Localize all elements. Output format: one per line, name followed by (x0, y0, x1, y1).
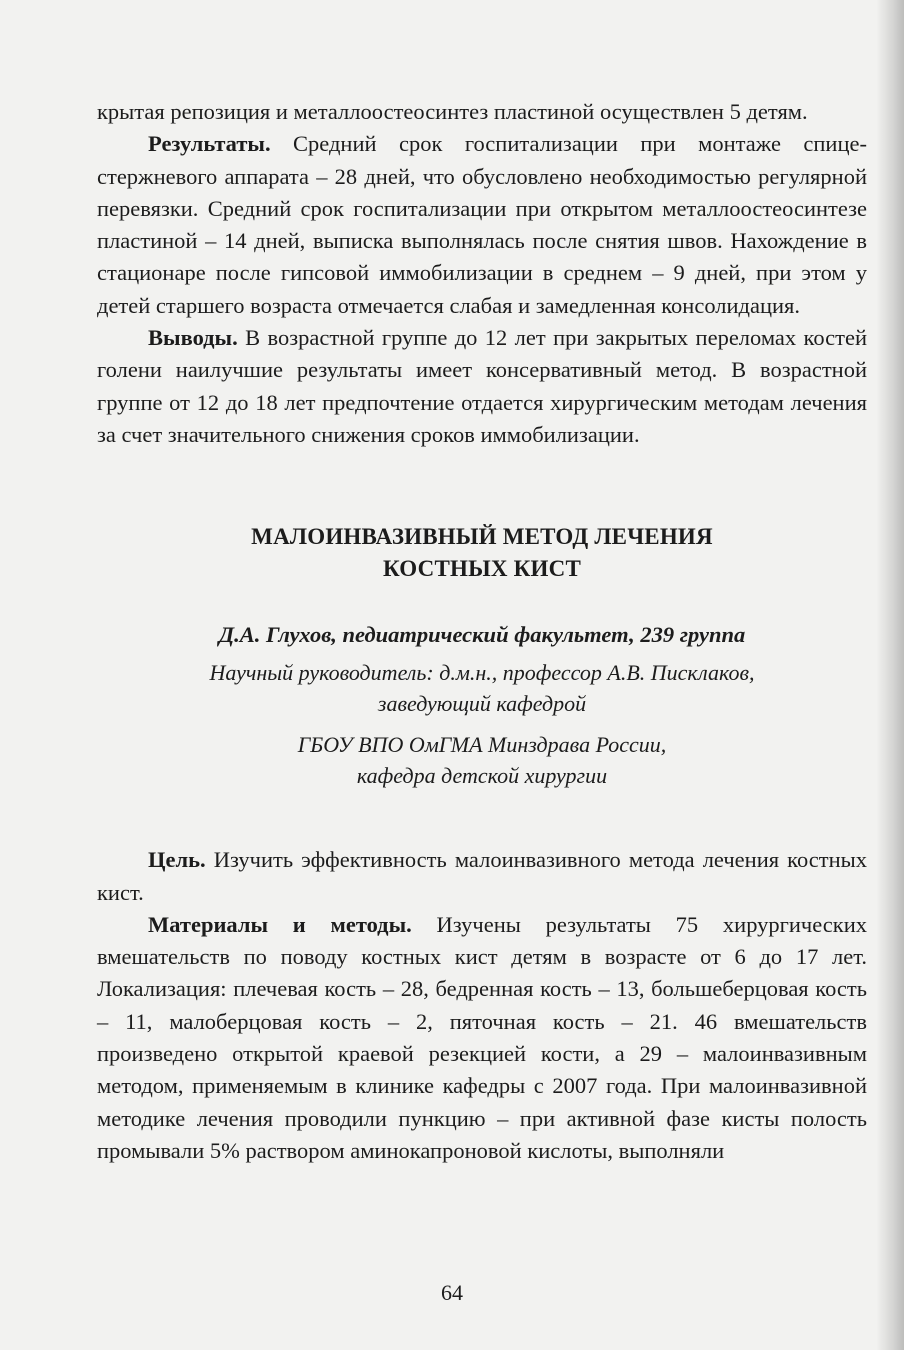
methods-paragraph (97, 909, 867, 1167)
supervisor-line-2: заведующий кафедрой (377, 691, 587, 717)
page-number: 64 (441, 1280, 463, 1305)
results-paragraph (97, 128, 867, 322)
institution-line-2: кафедра детской хирургии (356, 763, 608, 789)
author-line: Д.А. Глухов, педиатрический факультет, 239 группа (218, 622, 746, 648)
supervisor-line-1: Научный руководитель: д.м.н., профессор А.В. Писклаков, (209, 660, 755, 686)
page-content (97, 96, 867, 1167)
conclusions-paragraph (97, 322, 867, 451)
conclusions-text: В возрастной группе до 12 лет при закрытых переломах костей голени наилучшие результаты имеет консервативный метод. В возрастной группе от 12 до 18 лет предпочтение отдается хирургическим методам лечения за счет значительного снижения сроков иммобилизации. (97, 325, 867, 447)
results-heading: Результаты. (148, 131, 271, 157)
conclusions-heading: Выводы. (148, 325, 238, 351)
continuation-paragraph: крытая репозиция и металлоостеосинтез пластиной осуществлен 5 детям. (97, 99, 808, 124)
methods-text: Изучены результаты 75 хирургических вмешательств по поводу костных кист детям в возрасте от 6 до 17 лет. Локализация: плечевая кость – 28, бедренная кость – 13, большеберцовая кость – 11, малоберцовая кость – 2, пяточная кость – 21. 46 вмешательств произведено открытой краевой резекцией кости, а 29 – малоинвазивным методом, применяемым в клинике кафедры с 2007 года. При малоинвазивной методике лечения проводили пункцию – при активной фазе кисты полость промывали 5% раствором аминокапроновой кислоты, выполняли (97, 911, 867, 1163)
article-title-line-2: КОСТНЫХ КИСТ (383, 556, 581, 582)
methods-heading: Материалы и методы. (148, 911, 412, 937)
goal-paragraph (97, 844, 867, 909)
results-text: Средний срок госпитализации при монтаже спице-стержневого аппарата – 28 дней, что обусловлено необходимостью регулярной перевязки. Средний срок госпитализации при открытом металлоостеосинтезе пластиной – 14 дней, выписка выполнялась после снятия швов. Нахождение в стационаре после гипсовой иммобилизации в среднем – 9 дней, при этом у детей старшего возраста отмечается слабая и замедленная консолидация. (97, 131, 867, 318)
page-edge-shadow (876, 0, 904, 1350)
article-title (97, 521, 867, 585)
article-title-line-1: МАЛОИНВАЗИВНЫЙ МЕТОД ЛЕЧЕНИЯ (251, 524, 713, 550)
goal-heading: Цель. (148, 847, 206, 873)
goal-text: Изучить эффективность малоинвазивного метода лечения костных кист. (97, 847, 867, 905)
article-body (97, 844, 867, 1167)
institution-line-1: ГБОУ ВПО ОмГМА Минздрава России, (297, 732, 667, 758)
